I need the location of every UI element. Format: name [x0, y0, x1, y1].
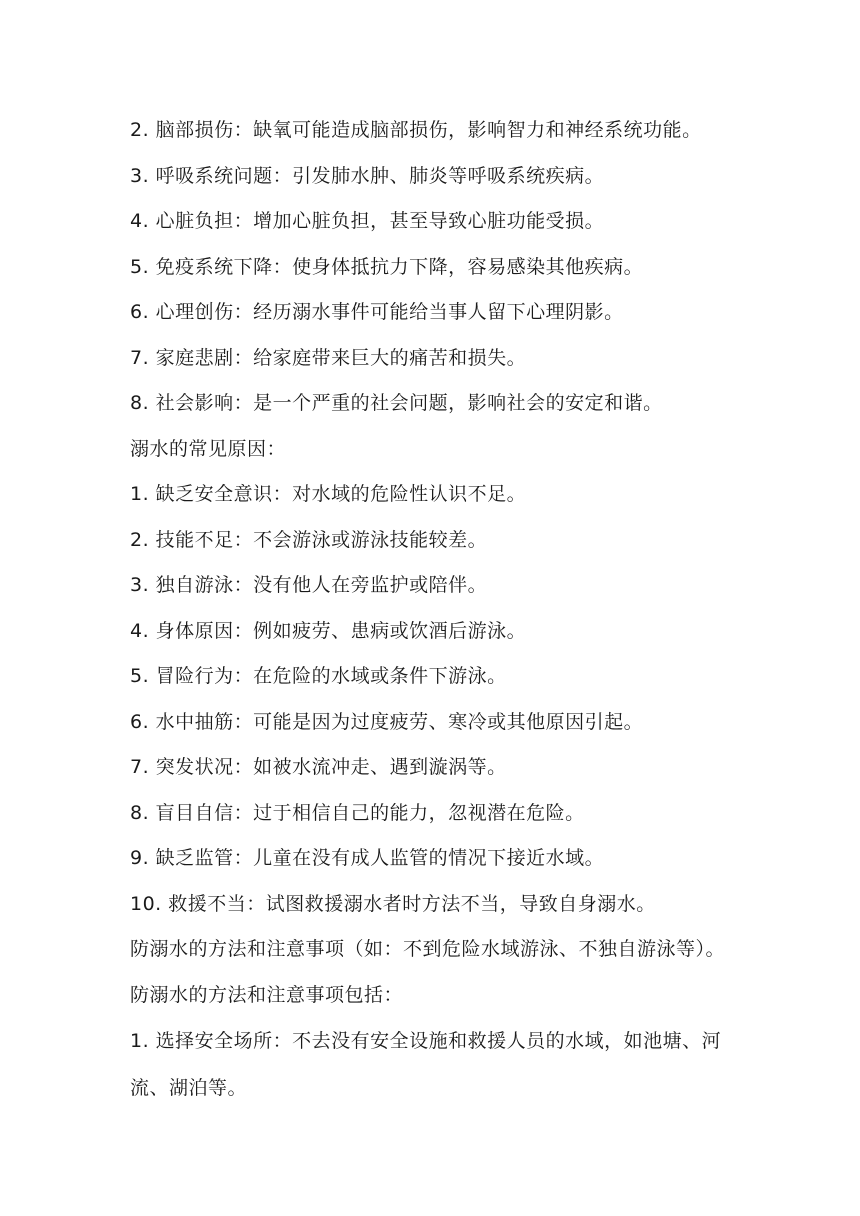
text-line: 7. 突发状况：如被水流冲走、遇到漩涡等。: [130, 756, 507, 778]
document-body: [130, 108, 740, 1112]
text-line: 4. 身体原因：例如疲劳、患病或饮酒后游泳。: [130, 619, 527, 642]
text-line: 10. 救援不当：试图救援溺水者时方法不当，导致自身溺水。: [130, 892, 656, 915]
text-line: 4. 心脏负担：增加心脏负担，甚至导致心脏功能受损。: [130, 210, 605, 232]
text-line: 3. 呼吸系统问题：引发肺水肿、肺炎等呼吸系统疾病。: [130, 164, 605, 187]
text-line: 1. 选择安全场所：不去没有安全设施和救援人员的水域，如池塘、河流、湖泊等。: [130, 1030, 722, 1099]
text-line: 5. 免疫系统下降：使身体抵抗力下降，容易感染其他疾病。: [130, 255, 644, 278]
text-line: 2. 脑部损伤：缺氧可能造成脑部损伤，影响智力和神经系统功能。: [130, 119, 702, 141]
text-line: 7. 家庭悲剧：给家庭带来巨大的痛苦和损失。: [130, 346, 527, 369]
text-line: 8. 盲目自信：过于相信自己的能力，忽视潜在危险。: [130, 801, 585, 824]
text-line: 9. 缺乏监管：儿童在没有成人监管的情况下接近水域。: [130, 847, 605, 869]
section-heading: 防溺水的方法和注意事项（如：不到危险水域游泳、不独自游泳等）。: [130, 938, 726, 960]
text-line: 8. 社会影响：是一个严重的社会问题，影响社会的安定和谐。: [130, 392, 663, 414]
text-line: 3. 独自游泳：没有他人在旁监护或陪伴。: [130, 574, 488, 596]
section-heading: 防溺水的方法和注意事项包括：: [130, 983, 404, 1006]
text-line: 2. 技能不足：不会游泳或游泳技能较差。: [130, 528, 488, 551]
text-line: 5. 冒险行为：在危险的水域或条件下游泳。: [130, 665, 507, 687]
text-line: 1. 缺乏安全意识：对水域的危险性认识不足。: [130, 483, 527, 505]
text-line: 6. 水中抽筋：可能是因为过度疲劳、寒冷或其他原因引起。: [130, 710, 644, 733]
text-line: 6. 心理创伤：经历溺水事件可能给当事人留下心理阴影。: [130, 301, 624, 323]
section-heading: 溺水的常见原因：: [130, 437, 287, 460]
